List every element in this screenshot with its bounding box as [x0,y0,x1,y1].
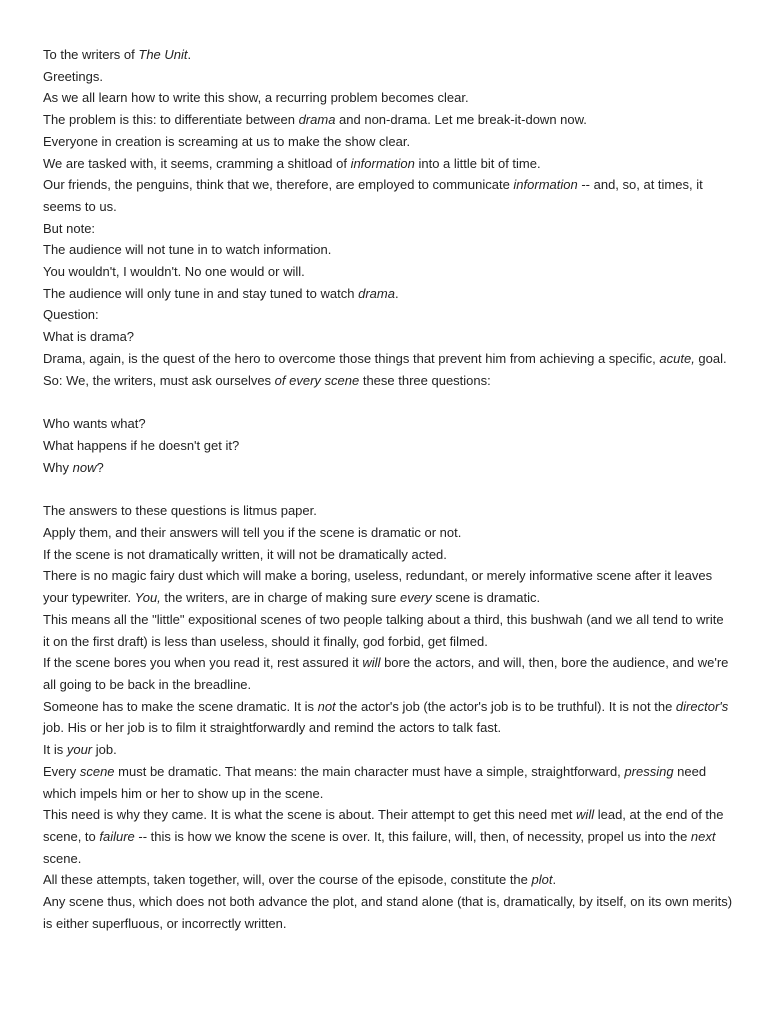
text-run: bore the actors, and will, then, bore the audience, and we're all going to be back in the breadline. [43,655,729,692]
paragraph-8: You wouldn't, I wouldn't. No one would or will. [43,264,305,280]
text-run: Drama, again, is the quest of the hero to overcome those things that prevent him from achieving a specific, [43,350,660,366]
paragraph-9 [43,283,733,305]
emphasis: plot [531,872,553,888]
emphasis: your [66,742,93,758]
paragraph-14: The answers to these questions is litmus paper. [43,503,317,519]
text-run: the actor's job (the actor's job is to be truthful). It is not the [335,698,676,714]
paragraph-23 [43,804,733,869]
paragraph-1: As we all learn how to write this show, a recurring problem becomes clear. [43,90,469,106]
paragraph-18: This means all the "little" expositional scenes of two people talking about a third, this bushwah (and we all tend to write it on the first draft) is less than useless, should it finally, god forbid, get filmed. [43,611,724,649]
emphasis: failure [99,828,135,844]
text-run: job. [92,742,117,758]
paragraph-3: Everyone in creation is screaming at us to make the show clear. [43,133,411,149]
text-run: Why [43,459,73,475]
question-2: What happens if he doesn't get it? [43,437,240,453]
text-run: . [394,285,399,301]
emphasis: drama [298,112,336,128]
paragraph-19 [43,652,733,695]
salutation [43,44,733,66]
paragraph-16: If the scene is not dramatically written, it will not be dramatically acted. [43,546,447,562]
text-run: must be dramatic. That means: the main character must have a simple, straightforward, [114,763,625,779]
text-run: So: We, the writers, must ask ourselves [43,372,275,388]
text-run: -- and, so, at times, it seems to us. [43,177,703,214]
paragraph-22 [43,761,733,804]
text-run: The problem is this: to differentiate between [43,112,299,128]
show-title: The Unit [138,47,188,62]
emphasis: pressing [624,763,674,779]
greeting: Greetings. [43,68,103,84]
paragraph-12 [43,348,733,370]
paragraph-6: But note: [43,220,96,236]
paragraph-7: The audience will not tune in to watch information. [43,242,332,258]
paragraph-10: Question: [43,307,99,323]
text-run: need which impels him or her to show up in the scene. [43,763,707,801]
text-run: the writers, are in charge of making sure [160,590,400,606]
paragraph-11: What is drama? [43,329,135,345]
salutation-text: To the writers of [43,47,139,62]
paragraph-24 [43,869,733,891]
emphasis: acute, [659,350,695,366]
text-run: The audience will only tune in and stay tuned to watch [43,285,359,301]
text-run: into a little bit of time. [414,155,541,171]
text-run: goal. [694,350,727,366]
text-run: scene. [43,850,82,866]
text-run: It is [43,742,67,758]
emphasis: will [362,655,381,671]
emphasis: information [350,155,415,171]
emphasis: information [513,177,578,193]
spacer [43,478,733,500]
emphasis: next [690,828,716,844]
text-run: ? [96,459,104,475]
emphasis: of every scene [274,372,360,388]
emphasis: every [399,590,432,606]
emphasis: drama [358,285,395,301]
paragraph-13 [43,370,733,392]
text-run: There is no magic fairy dust which will make a boring, useless, redundant, or merely informative scene after it leaves your typewriter. [43,568,713,606]
paragraph-25: Any scene thus, which does not both advance the plot, and stand alone (that is, dramatically, by itself, on its own merits) is either superfluous, or incorrectly written. [43,894,733,931]
text-run: . [552,872,557,888]
text-run: Someone has to make the scene dramatic. It is [43,698,318,714]
text-run: job. His or her job is to film it straightforwardly and remind the actors to talk fast. [43,720,502,736]
emphasis: You, [134,590,161,606]
emphasis: director's [675,698,729,714]
text-run: Our friends, the penguins, think that we, therefore, are employed to communicate [43,177,514,193]
question-1: Who wants what? [43,416,146,432]
text-run: scene is dramatic. [431,590,541,606]
salutation-end: . [187,47,192,62]
text-run: -- this is how we know the scene is over. It, this failure, will, then, of necessity, propel us into the [134,828,691,844]
text-run: If the scene bores you when you read it, rest assured it [43,655,363,671]
memo-document [43,44,733,934]
paragraph-4 [43,153,733,175]
spacer [43,391,733,413]
text-run: these three questions: [359,372,491,388]
paragraph-2 [43,109,733,131]
paragraph-20 [43,696,733,739]
emphasis: not [317,698,336,714]
text-run: This need is why they came. It is what the scene is about. Their attempt to get this need met [43,807,577,823]
text-run: We are tasked with, it seems, cramming a shitload of [43,155,351,171]
text-run: All these attempts, taken together, will, over the course of the episode, constitute the [43,872,532,888]
emphasis: scene [79,763,115,779]
text-run: lead, at the end of the scene, to [43,807,724,844]
text-run: Every [43,763,80,779]
paragraph-17 [43,565,733,608]
paragraph-21 [43,739,733,761]
emphasis: will [576,807,595,823]
paragraph-5 [43,174,733,217]
question-3 [43,457,733,479]
text-run: and non-drama. Let me break-it-down now. [335,112,587,128]
paragraph-15: Apply them, and their answers will tell you if the scene is dramatic or not. [43,525,462,541]
emphasis: now [72,459,97,475]
